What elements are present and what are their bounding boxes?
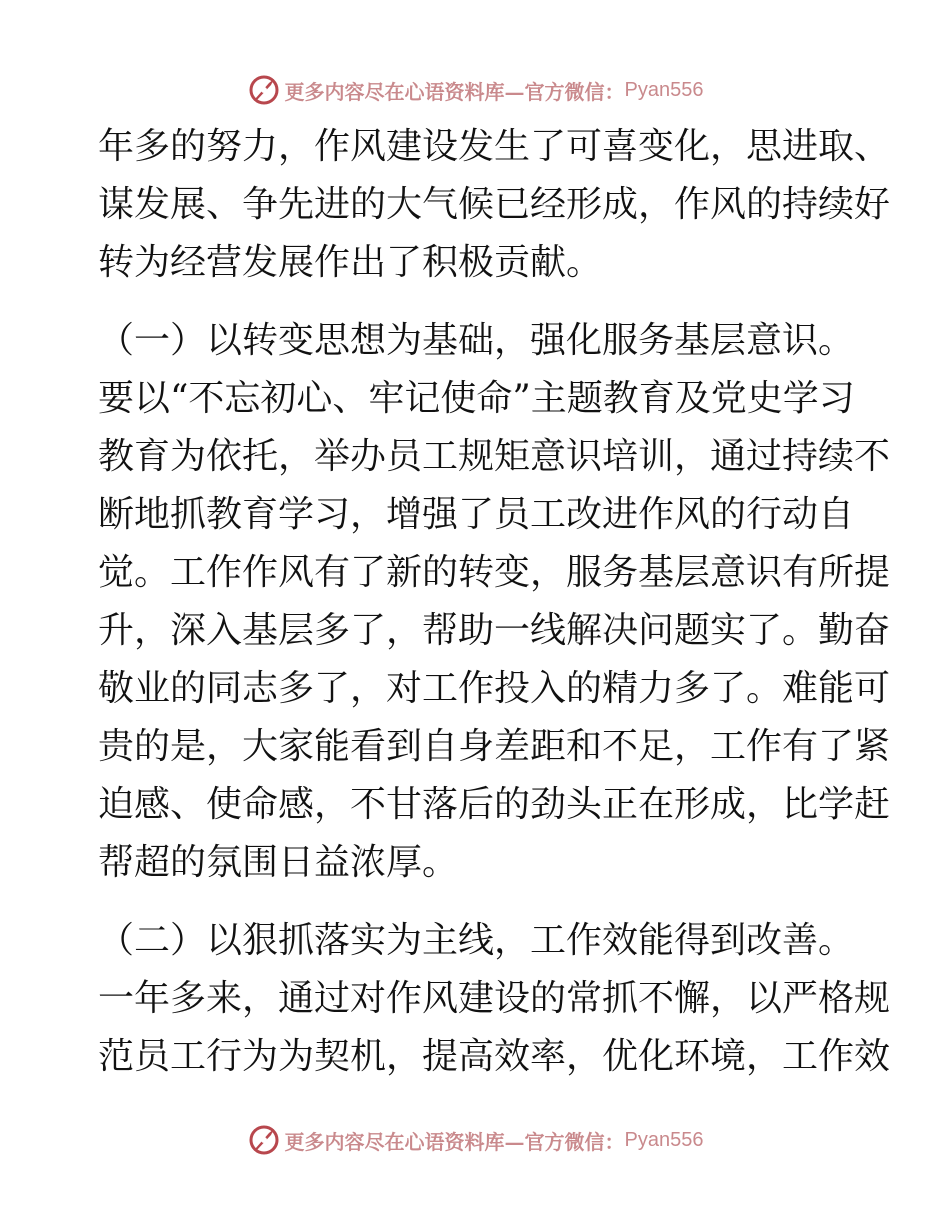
text-line: 年多的努力，作风建设发生了可喜变化，思进取、 (98, 126, 891, 167)
text-line: 断地抓教育学习，增强了员工改进作风的行动自 (98, 494, 855, 535)
header-watermark (0, 72, 950, 108)
footer-watermark (0, 1122, 950, 1158)
watermark-wechat-id: Pyan556 (624, 78, 704, 101)
text-line: 敬业的同志多了，对工作投入的精力多了。难能可 (98, 668, 891, 709)
text-line: 贵的是，大家能看到自身差距和不足，工作有了紧 (98, 726, 891, 767)
quill-pen-logo-icon (247, 1123, 281, 1157)
quill-pen-logo-icon (247, 73, 281, 107)
document-body (98, 118, 891, 1086)
watermark-text: 更多内容尽在心语资料库—官方微信： (284, 1129, 625, 1154)
paragraph (98, 118, 891, 292)
text-line: 要以“不忘初心、牢记使命”主题教育及党史学习 (98, 378, 855, 419)
text-line: 教育为依托，举办员工规矩意识培训，通过持续不 (98, 436, 891, 477)
section-heading: （一）以转变思想为基础，强化服务基层意识。 (98, 320, 855, 361)
text-line: 一年多来，通过对作风建设的常抓不懈，以严格规 (98, 978, 891, 1019)
watermark-text: 更多内容尽在心语资料库—官方微信： (284, 79, 625, 104)
text-line: 谋发展、争先进的大气候已经形成，作风的持续好 (98, 184, 891, 225)
paragraph (98, 312, 891, 892)
text-line: 升，深入基层多了，帮助一线解决问题实了。勤奋 (98, 610, 891, 651)
section-heading: （二）以狠抓落实为主线，工作效能得到改善。 (98, 920, 855, 961)
paragraph (98, 912, 891, 1086)
text-line: 迫感、使命感，不甘落后的劲头正在形成，比学赶 (98, 784, 891, 825)
text-line: 帮超的氛围日益浓厚。 (98, 842, 459, 883)
text-line: 转为经营发展作出了积极贡献。 (98, 242, 603, 283)
text-line: 范员工行为为契机，提高效率，优化环境，工作效 (98, 1036, 891, 1077)
text-line: 觉。工作作风有了新的转变，服务基层意识有所提 (98, 552, 891, 593)
watermark-wechat-id: Pyan556 (624, 1128, 704, 1151)
